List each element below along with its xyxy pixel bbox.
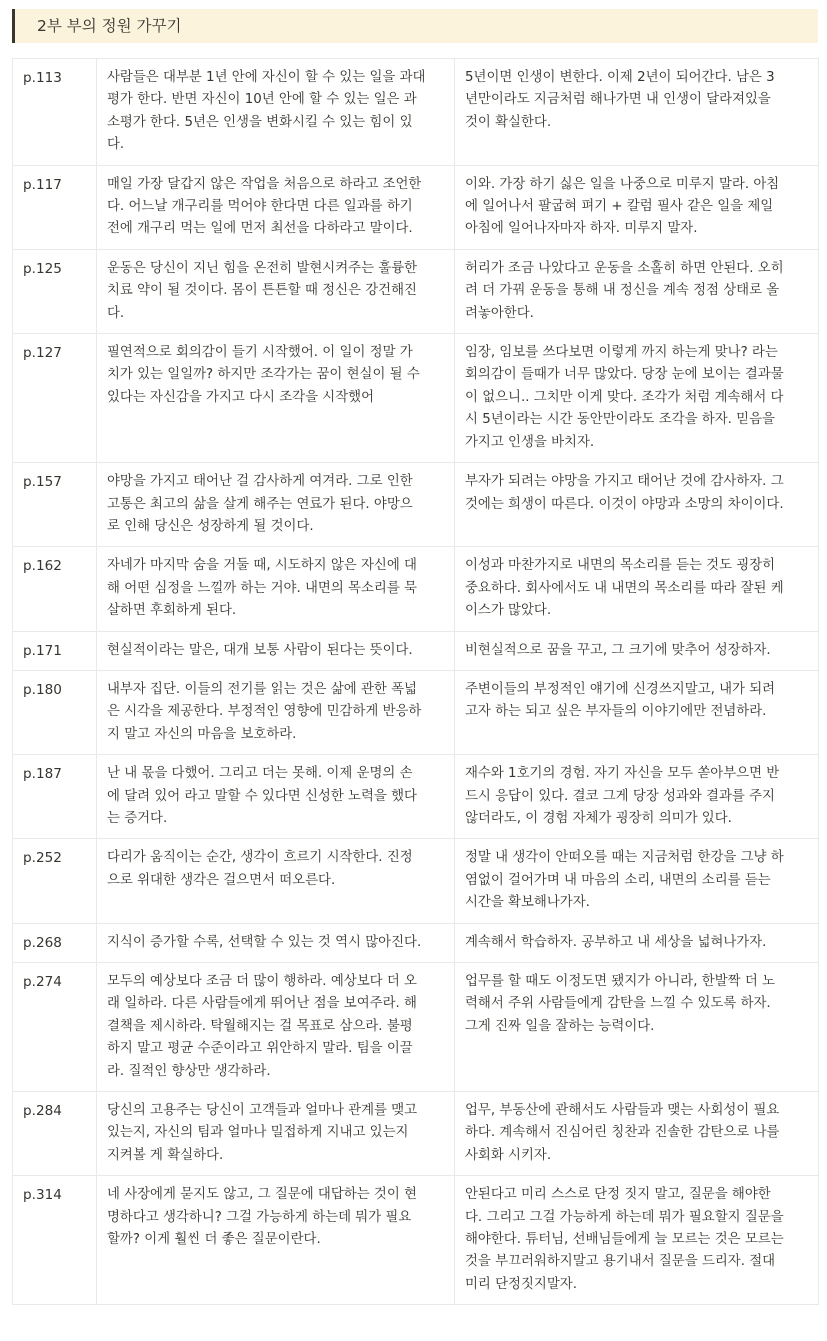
quote-cell[interactable]: 당신의 고용주는 당신이 고객들과 얼마나 관계를 맺고 있는지, 자신의 팀과 얼마나 밀접하게 지내고 있는지 지켜볼 게 확실하다. (97, 1092, 455, 1176)
quote-cell[interactable]: 현실적이라는 말은, 대개 보통 사람이 된다는 뜻이다. (97, 631, 455, 670)
page-number-cell[interactable]: p.171 (13, 631, 97, 670)
reading-notes-body (13, 59, 819, 1305)
table-row (13, 547, 819, 631)
table-row (13, 670, 819, 754)
table-row (13, 165, 819, 249)
quote-cell[interactable]: 모두의 예상보다 조금 더 많이 행하라. 예상보다 더 오 래 일하라. 다른 사람들에게 뛰어난 점을 보여주라. 해 결책을 제시하라. 탁월해지는 걸 목표로 삼으라. 불평 하지 말고 평균 수준이라고 위안하지 말라. 팀을 이끌 라. 질적인 향상만 생각하라. (97, 963, 455, 1092)
page-number-cell[interactable]: p.157 (13, 463, 97, 547)
reflection-cell[interactable]: 이와. 가장 하기 싫은 일을 나중으로 미루지 말라. 아침 에 일어나서 팔굽혀 펴기 + 칼럼 필사 같은 일을 제일 아침에 일어나자마자 하자. 미루지 말자. (455, 165, 819, 249)
reflection-cell[interactable]: 계속해서 학습하자. 공부하고 내 세상을 넓혀나가자. (455, 923, 819, 962)
page-number-cell[interactable]: p.284 (13, 1092, 97, 1176)
table-row (13, 1176, 819, 1305)
reflection-cell[interactable]: 안된다고 미리 스스로 단정 짓지 말고, 질문을 해야한 다. 그리고 그걸 가능하게 하는데 뭐가 필요할지 질문을 해야한다. 튜터님, 선배님들에게 늘 모르는 것은 모르는 것을 부끄러워하지말고 용기내서 질문을 드리자. 절대 미리 단정짓지말자. (455, 1176, 819, 1305)
page-number-cell[interactable]: p.162 (13, 547, 97, 631)
table-row (13, 249, 819, 333)
quote-cell[interactable]: 네 사장에게 묻지도 않고, 그 질문에 대답하는 것이 현 명하다고 생각하니? 그걸 가능하게 하는데 뭐가 필요 할까? 이게 훨씬 더 좋은 질문이란다. (97, 1176, 455, 1305)
table-row (13, 59, 819, 166)
reflection-cell[interactable]: 업무를 할 때도 이정도면 됐지가 아니라, 한발짝 더 노 력해서 주위 사람들에게 감탄을 느낄 수 있도록 하자. 그게 진짜 일을 잘하는 능력이다. (455, 963, 819, 1092)
quote-cell[interactable]: 매일 가장 달갑지 않은 작업을 처음으로 하라고 조언한 다. 어느날 개구리를 먹어야 한다면 다른 일과를 하기 전에 개구리 먹는 일에 먼저 최선을 다하라고 말이다. (97, 165, 455, 249)
table-row (13, 839, 819, 923)
page-number-cell[interactable]: p.117 (13, 165, 97, 249)
table-row (13, 963, 819, 1092)
page-number-cell[interactable]: p.180 (13, 670, 97, 754)
page-number-cell[interactable]: p.314 (13, 1176, 97, 1305)
table-row (13, 334, 819, 463)
table-row (13, 923, 819, 962)
quote-cell[interactable]: 필연적으로 회의감이 들기 시작했어. 이 일이 정말 가 치가 있는 일일까? 하지만 조각가는 꿈이 현실이 될 수 있다는 자신감을 가지고 다시 조각을 시작했어 (97, 334, 455, 463)
reflection-cell[interactable]: 주변이들의 부정적인 얘기에 신경쓰지말고, 내가 되려 고자 하는 되고 싶은 부자들의 이야기에만 전념하라. (455, 670, 819, 754)
table-row (13, 631, 819, 670)
page-number-cell[interactable]: p.113 (13, 59, 97, 166)
quote-cell[interactable]: 운동은 당신이 지닌 힘을 온전히 발현시켜주는 훌륭한 치료 약이 될 것이다. 몸이 튼튼할 때 정신은 강건해진 다. (97, 249, 455, 333)
reflection-cell[interactable]: 부자가 되려는 야망을 가지고 태어난 것에 감사하자. 그 것에는 희생이 따른다. 이것이 야망과 소망의 차이이다. (455, 463, 819, 547)
reflection-cell[interactable]: 정말 내 생각이 안떠오를 때는 지금처럼 한강을 그냥 하 염없이 걸어가며 내 마음의 소리, 내면의 소리를 듣는 시간을 확보해나가자. (455, 839, 819, 923)
reflection-cell[interactable]: 재수와 1호기의 경험. 자기 자신을 모두 쏟아부으면 반 드시 응답이 있다. 결코 그게 당장 성과와 결과를 주지 않더라도, 이 경험 자체가 굉장히 의미가 있다. (455, 755, 819, 839)
table-row (13, 1092, 819, 1176)
table-row (13, 463, 819, 547)
page-number-cell[interactable]: p.127 (13, 334, 97, 463)
quote-cell[interactable]: 사람들은 대부분 1년 안에 자신이 할 수 있는 일을 과대 평가 한다. 반면 자신이 10년 안에 할 수 있는 일은 과 소평가 한다. 5년은 인생을 변화시킬 수 있는 힘이 있 다. (97, 59, 455, 166)
quote-cell[interactable]: 난 내 몫을 다했어. 그리고 더는 못해. 이제 운명의 손 에 달려 있어 라고 말할 수 있다면 신성한 노력을 했다 는 증거다. (97, 755, 455, 839)
section-title: 2부 부의 정원 가꾸기 (37, 17, 182, 35)
quote-cell[interactable]: 지식이 증가할 수록, 선택할 수 있는 것 역시 많아진다. (97, 923, 455, 962)
quote-cell[interactable]: 야망을 가지고 태어난 걸 감사하게 여겨라. 그로 인한 고통은 최고의 삶을 살게 해주는 연료가 된다. 야망으 로 인해 당신은 성장하게 될 것이다. (97, 463, 455, 547)
page-number-cell[interactable]: p.125 (13, 249, 97, 333)
section-header (12, 9, 818, 43)
reflection-cell[interactable]: 비현실적으로 꿈을 꾸고, 그 크기에 맞추어 성장하자. (455, 631, 819, 670)
page-number-cell[interactable]: p.268 (13, 923, 97, 962)
quote-cell[interactable]: 다리가 움직이는 순간, 생각이 흐르기 시작한다. 진정 으로 위대한 생각은 걸으면서 떠오른다. (97, 839, 455, 923)
reflection-cell[interactable]: 임장, 임보를 쓰다보면 이렇게 까지 하는게 맞나? 라는 회의감이 들때가 너무 많았다. 당장 눈에 보이는 결과물 이 없으니.. 그치만 이게 맞다. 조각가 처럼 계속해서 다 시 5년이라는 시간 동안만이라도 조각을 하자. 믿음을 가지고 인생을 바치자. (455, 334, 819, 463)
page-number-cell[interactable]: p.274 (13, 963, 97, 1092)
quote-cell[interactable]: 내부자 집단. 이들의 전기를 읽는 것은 삶에 관한 폭넓 은 시각을 제공한다. 부정적인 영향에 민감하게 반응하 지 말고 자신의 마음을 보호하라. (97, 670, 455, 754)
reflection-cell[interactable]: 업무, 부동산에 관해서도 사람들과 맺는 사회성이 필요 하다. 계속해서 진심어린 칭찬과 진솔한 감탄으로 나를 사회화 시키자. (455, 1092, 819, 1176)
reading-notes-table (12, 58, 819, 1305)
table-row (13, 755, 819, 839)
reflection-cell[interactable]: 허리가 조금 나았다고 운동을 소홀히 하면 안된다. 오히 려 더 가꿔 운동을 통해 내 정신을 계속 정점 상태로 올 려놓아한다. (455, 249, 819, 333)
reflection-cell[interactable]: 5년이면 인생이 변한다. 이제 2년이 되어간다. 남은 3 년만이라도 지금처럼 해나가면 내 인생이 달라져있을 것이 확실한다. (455, 59, 819, 166)
page-number-cell[interactable]: p.252 (13, 839, 97, 923)
reflection-cell[interactable]: 이성과 마찬가지로 내면의 목소리를 듣는 것도 굉장히 중요하다. 회사에서도 내 내면의 목소리를 따라 잘된 케 이스가 많았다. (455, 547, 819, 631)
quote-cell[interactable]: 자네가 마지막 숨을 거둘 때, 시도하지 않은 자신에 대 해 어떤 심정을 느낄까 하는 거야. 내면의 목소리를 묵 살하면 후회하게 된다. (97, 547, 455, 631)
page-number-cell[interactable]: p.187 (13, 755, 97, 839)
